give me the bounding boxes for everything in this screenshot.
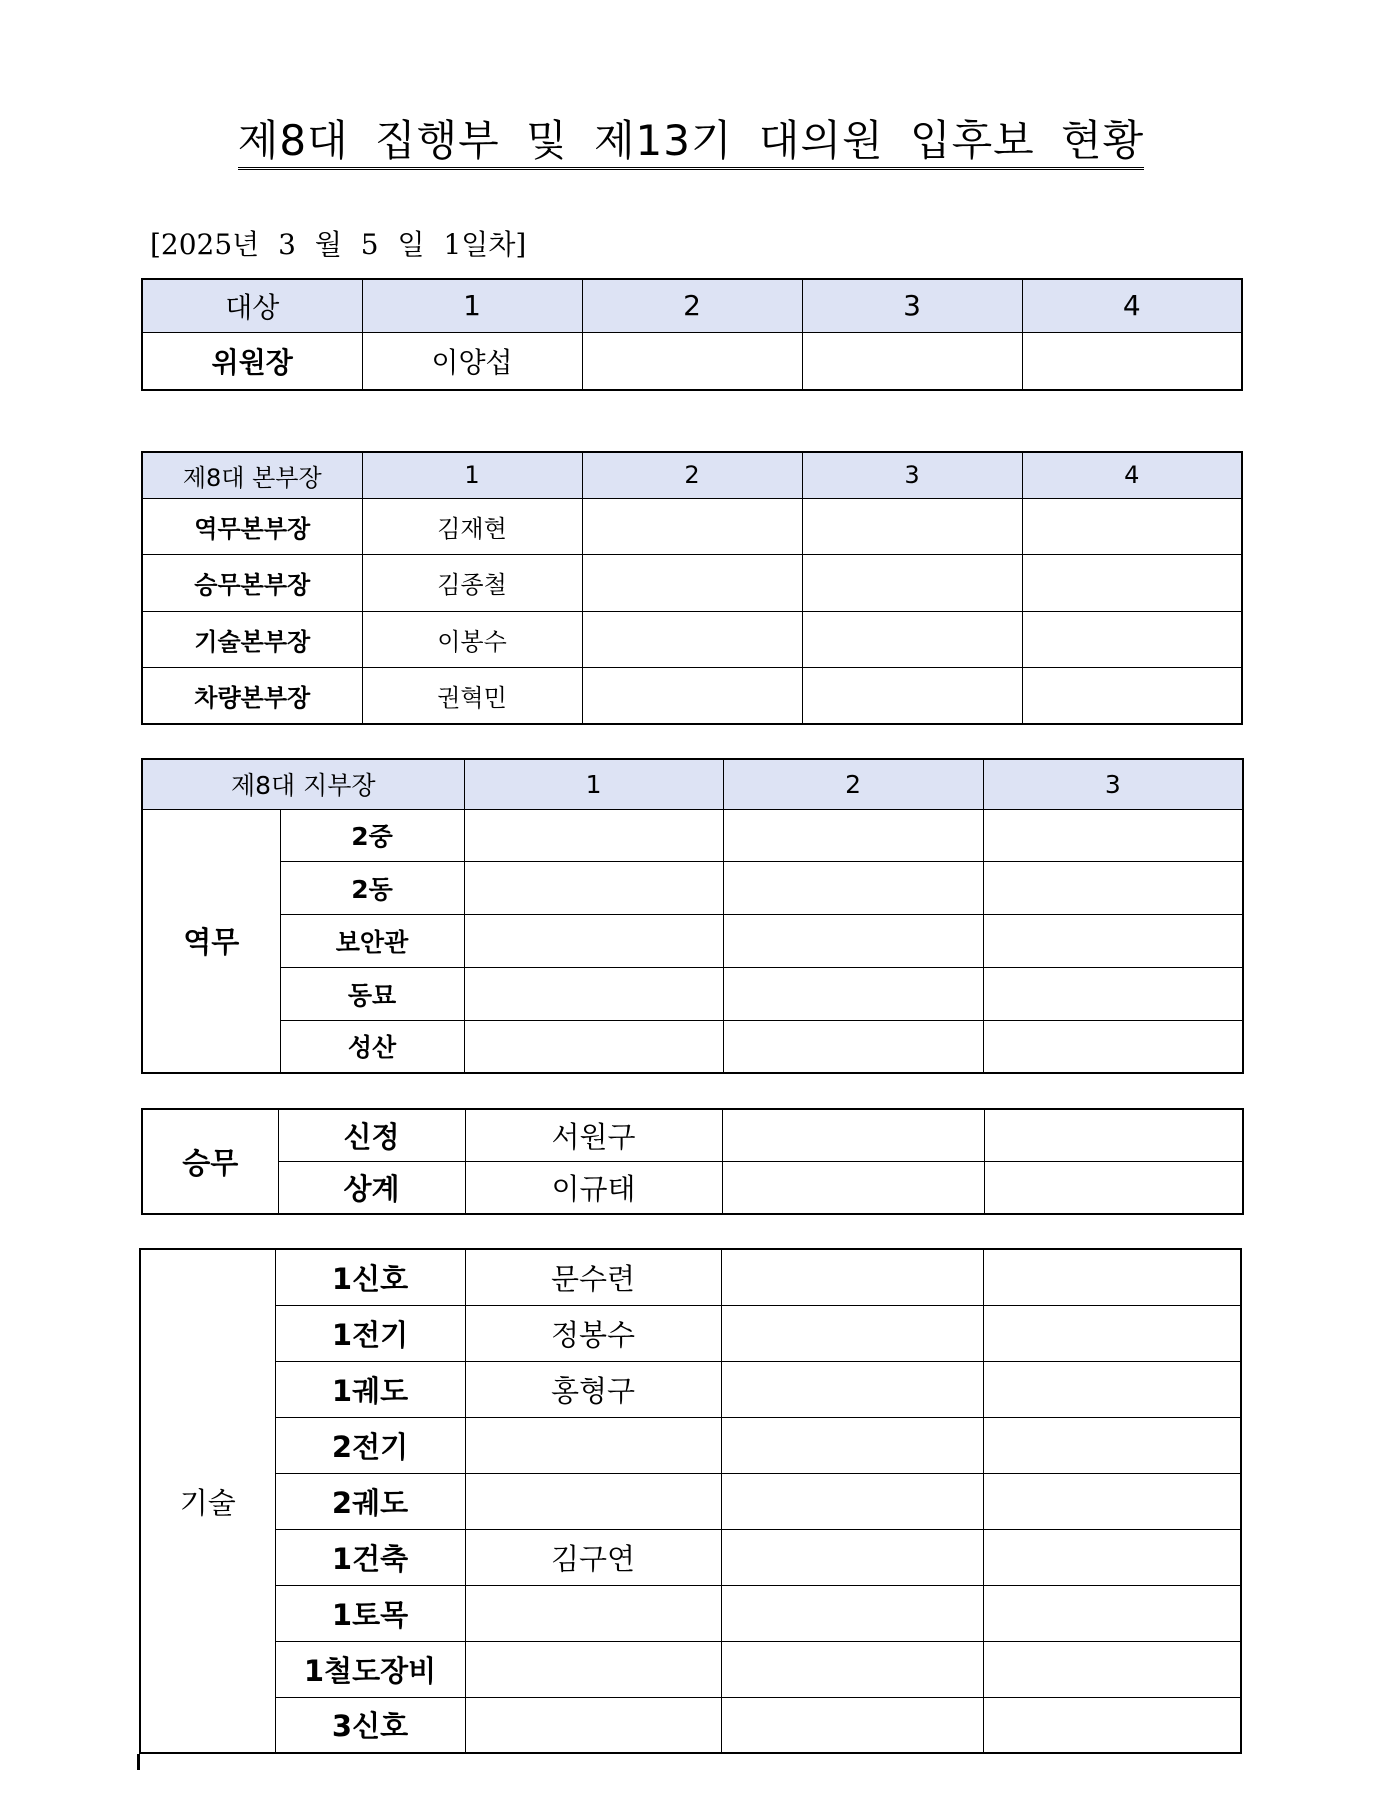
header-cell: 1 — [464, 759, 723, 809]
branch-table-technical — [139, 1248, 1242, 1754]
table-row — [142, 332, 1242, 390]
candidate-cell — [983, 1361, 1241, 1417]
candidate-cell — [582, 332, 802, 390]
header-cell: 1 — [362, 452, 582, 498]
header-cell: 제8대 본부장 — [142, 452, 362, 498]
candidate-cell — [1022, 498, 1242, 555]
role-cell: 위원장 — [142, 332, 362, 390]
candidate-cell — [721, 1417, 983, 1473]
group-cell: 기술 — [140, 1249, 275, 1753]
date-line: [2025년 3 월 5 일 1일차] — [150, 228, 527, 261]
candidate-cell — [464, 862, 723, 915]
candidate-cell — [983, 1417, 1241, 1473]
branch-cell: 1건축 — [275, 1529, 465, 1585]
margin-mark — [137, 1754, 140, 1770]
candidate-cell — [465, 1585, 721, 1641]
candidate-cell — [722, 1109, 984, 1162]
candidate-cell: 권혁민 — [362, 668, 582, 725]
candidate-cell — [721, 1249, 983, 1305]
group-cell: 승무 — [142, 1109, 278, 1214]
table-row — [142, 1109, 1243, 1162]
candidate-cell — [802, 611, 1022, 668]
candidate-cell: 김종철 — [362, 555, 582, 612]
branch-table-station — [141, 758, 1244, 1074]
header-cell: 3 — [802, 279, 1022, 332]
candidate-cell — [983, 967, 1243, 1020]
role-cell: 역무본부장 — [142, 498, 362, 555]
candidate-cell — [464, 809, 723, 862]
header-cell: 2 — [582, 279, 802, 332]
table-row — [140, 1305, 1241, 1361]
candidate-cell: 정봉수 — [465, 1305, 721, 1361]
branch-table-train-crew — [141, 1108, 1244, 1215]
header-cell: 4 — [1022, 279, 1242, 332]
branch-cell: 2중 — [280, 809, 464, 862]
table-row — [140, 1361, 1241, 1417]
candidate-cell — [1022, 611, 1242, 668]
branch-cell: 1철도장비 — [275, 1641, 465, 1697]
candidate-cell — [802, 332, 1022, 390]
branch-cell: 상계 — [278, 1162, 465, 1215]
headquarters-table — [141, 451, 1243, 725]
candidate-cell: 서원구 — [465, 1109, 722, 1162]
group-cell: 역무 — [142, 809, 280, 1073]
candidate-cell — [582, 498, 802, 555]
candidate-cell — [983, 1305, 1241, 1361]
candidate-cell — [721, 1305, 983, 1361]
header-cell: 제8대 지부장 — [142, 759, 464, 809]
candidate-cell — [464, 915, 723, 968]
candidate-cell: 이봉수 — [362, 611, 582, 668]
candidate-cell — [1022, 555, 1242, 612]
header-cell: 3 — [802, 452, 1022, 498]
role-cell: 차량본부장 — [142, 668, 362, 725]
table-row — [142, 555, 1242, 612]
candidate-cell — [983, 809, 1243, 862]
table-row — [142, 611, 1242, 668]
candidate-cell — [983, 862, 1243, 915]
header-cell: 1 — [362, 279, 582, 332]
candidate-cell — [1022, 668, 1242, 725]
table-row — [140, 1697, 1241, 1753]
table-row — [140, 1529, 1241, 1585]
table-row — [142, 668, 1242, 725]
candidate-cell — [723, 862, 983, 915]
header-cell: 3 — [983, 759, 1243, 809]
table-row — [140, 1473, 1241, 1529]
candidate-cell — [465, 1473, 721, 1529]
branch-cell: 2동 — [280, 862, 464, 915]
table-row — [140, 1641, 1241, 1697]
branch-cell: 1전기 — [275, 1305, 465, 1361]
branch-cell: 2전기 — [275, 1417, 465, 1473]
table-row — [142, 498, 1242, 555]
header-cell: 2 — [723, 759, 983, 809]
candidate-cell — [722, 1162, 984, 1215]
candidate-cell — [983, 1585, 1241, 1641]
table-row — [142, 1162, 1243, 1215]
role-cell: 승무본부장 — [142, 555, 362, 612]
table-header-row — [142, 452, 1242, 498]
table-header-row — [142, 279, 1242, 332]
table-row — [142, 1020, 1243, 1073]
candidate-cell: 이규태 — [465, 1162, 722, 1215]
branch-cell: 성산 — [280, 1020, 464, 1073]
candidate-cell — [983, 915, 1243, 968]
candidate-cell — [721, 1585, 983, 1641]
candidate-cell: 홍형구 — [465, 1361, 721, 1417]
header-cell: 대상 — [142, 279, 362, 332]
candidate-cell — [984, 1162, 1243, 1215]
table-header-row — [142, 759, 1243, 809]
branch-cell: 1궤도 — [275, 1361, 465, 1417]
candidate-cell — [983, 1473, 1241, 1529]
candidate-cell: 문수련 — [465, 1249, 721, 1305]
branch-cell: 신정 — [278, 1109, 465, 1162]
branch-cell: 3신호 — [275, 1697, 465, 1753]
candidate-cell — [802, 668, 1022, 725]
table-row — [140, 1249, 1241, 1305]
candidate-cell — [582, 611, 802, 668]
candidate-cell — [723, 809, 983, 862]
candidate-cell — [465, 1417, 721, 1473]
candidate-cell — [464, 1020, 723, 1073]
branch-cell: 1신호 — [275, 1249, 465, 1305]
table-row — [142, 862, 1243, 915]
candidate-cell — [983, 1529, 1241, 1585]
candidate-cell: 김재현 — [362, 498, 582, 555]
branch-cell: 동묘 — [280, 967, 464, 1020]
header-cell: 4 — [1022, 452, 1242, 498]
candidate-cell — [582, 555, 802, 612]
candidate-cell: 김구연 — [465, 1529, 721, 1585]
candidate-cell — [723, 915, 983, 968]
candidate-cell — [465, 1641, 721, 1697]
branch-cell: 1토목 — [275, 1585, 465, 1641]
candidate-cell — [723, 1020, 983, 1073]
candidate-cell — [721, 1473, 983, 1529]
candidate-cell — [983, 1697, 1241, 1753]
candidate-cell — [983, 1641, 1241, 1697]
candidate-cell: 이양섭 — [362, 332, 582, 390]
candidate-cell — [721, 1361, 983, 1417]
candidate-cell — [721, 1529, 983, 1585]
candidate-cell — [983, 1249, 1241, 1305]
table-row — [140, 1585, 1241, 1641]
candidate-cell — [802, 498, 1022, 555]
table-row — [142, 915, 1243, 968]
chairman-table — [141, 278, 1243, 391]
page-title: 제8대 집행부 및 제13기 대의원 입후보 현황 — [0, 108, 1382, 168]
candidate-cell — [582, 668, 802, 725]
header-cell: 2 — [582, 452, 802, 498]
branch-cell: 2궤도 — [275, 1473, 465, 1529]
candidate-cell — [984, 1109, 1243, 1162]
candidate-cell — [721, 1697, 983, 1753]
candidate-cell — [723, 967, 983, 1020]
role-cell: 기술본부장 — [142, 611, 362, 668]
table-row — [142, 809, 1243, 862]
branch-cell: 보안관 — [280, 915, 464, 968]
candidate-cell — [721, 1641, 983, 1697]
table-row — [140, 1417, 1241, 1473]
table-row — [142, 967, 1243, 1020]
candidate-cell — [1022, 332, 1242, 390]
candidate-cell — [983, 1020, 1243, 1073]
candidate-cell — [464, 967, 723, 1020]
candidate-cell — [465, 1697, 721, 1753]
candidate-cell — [802, 555, 1022, 612]
